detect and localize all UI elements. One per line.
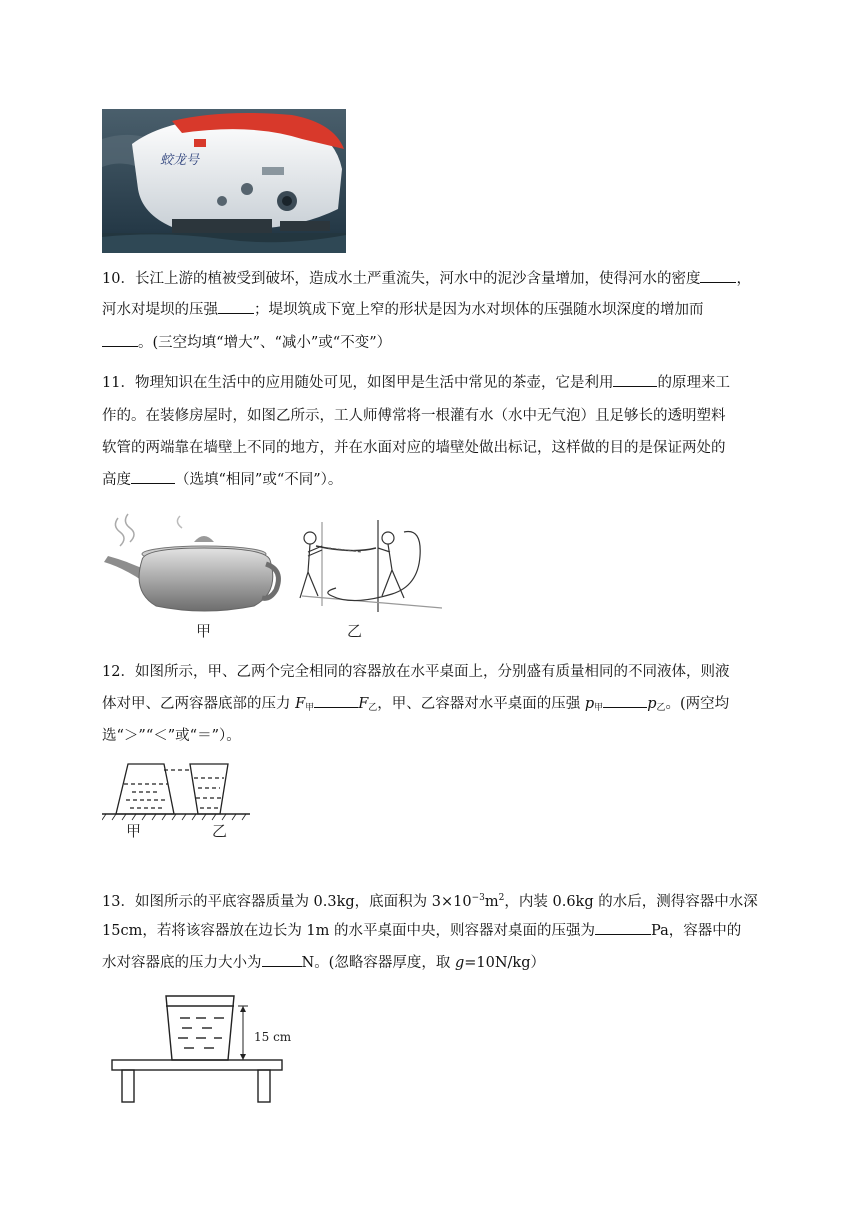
container-on-table-figure: [110, 990, 290, 1106]
containers-figure: [102, 756, 252, 826]
q10-blank-2[interactable]: [218, 299, 254, 314]
q10-blank-1[interactable]: [700, 268, 736, 283]
container-jia-label: 甲: [126, 822, 142, 840]
q11-line-3: 软管的两端靠在墙壁上不同的地方，并在水面对应的墙壁处做出标记，这样做的目的是保证两处的: [102, 440, 726, 456]
q12-line-2: 体对甲、乙两容器底部的压力 $F_甲$ $F_乙$，甲、乙容器对水平桌面的压强 $p_甲$ $p_乙$。(两空均: [102, 693, 729, 719]
q13-line-3: 水对容器底的压力大小为 N。(忽略容器厚度，取 g=10N/kg）: [102, 952, 545, 974]
submersible-name: 蛟龙号: [160, 153, 200, 168]
q10-line-2: 河水对堤坝的压强 ；堤坝筑成下宽上窄的形状是因为水对坝体的压强随水坝深度的增加而: [102, 299, 704, 321]
q13-blank-2[interactable]: [262, 952, 302, 967]
q13-blank-1[interactable]: [595, 920, 651, 935]
q11-blank-1[interactable]: [613, 372, 657, 387]
submersible-photo: [102, 109, 346, 253]
q10-blank-3[interactable]: [102, 332, 138, 347]
q11-line-4: 高度 （选填“相同”或“不同”）。: [102, 469, 342, 491]
teapot-figure: [104, 512, 284, 616]
workers-label: 乙: [347, 622, 363, 640]
q10-line-1: 10．长江上游的植被受到破坏，造成水土严重流失，河水中的泥沙含量增加，使得河水的密度 ，: [102, 268, 751, 290]
q12-blank-2[interactable]: [603, 693, 647, 708]
q13-line-1: 13．如图所示的平底容器质量为 0.3kg，底面积为 $3\times 10^{-3}m^2$，内装 0.6kg 的水后，测得容器中水深: [102, 893, 758, 910]
q12-blank-1[interactable]: [314, 693, 358, 708]
q10-line-3: 。(三空均填“增大”、“减小”或“不变”）: [102, 332, 391, 354]
container-yi-label: 乙: [212, 822, 228, 840]
q11-line-2: 作的。在装修房屋时，如图乙所示，工人师傅常将一根灌有水（水中无气泡）且足够长的透明塑料: [102, 408, 726, 424]
q11-line-1: 11．物理知识在生活中的应用随处可见，如图甲是生活中常见的茶壶，它是利用 的原理来工: [102, 372, 730, 394]
depth-label: 15 cm: [254, 1030, 292, 1044]
q12-line-1: 12．如图所示，甲、乙两个完全相同的容器放在水平桌面上，分别盛有质量相同的不同液体，则液: [102, 664, 730, 680]
q11-blank-2[interactable]: [131, 469, 175, 484]
teapot-label: 甲: [196, 622, 212, 640]
q12-line-3: 选“＞”“＜”或“＝”）。: [102, 728, 241, 744]
workers-hose-figure: [292, 516, 442, 616]
q13-line-2: 15cm，若将该容器放在边长为 1m 的水平桌面中央，则容器对桌面的压强为 Pa，容器中的: [102, 920, 741, 942]
